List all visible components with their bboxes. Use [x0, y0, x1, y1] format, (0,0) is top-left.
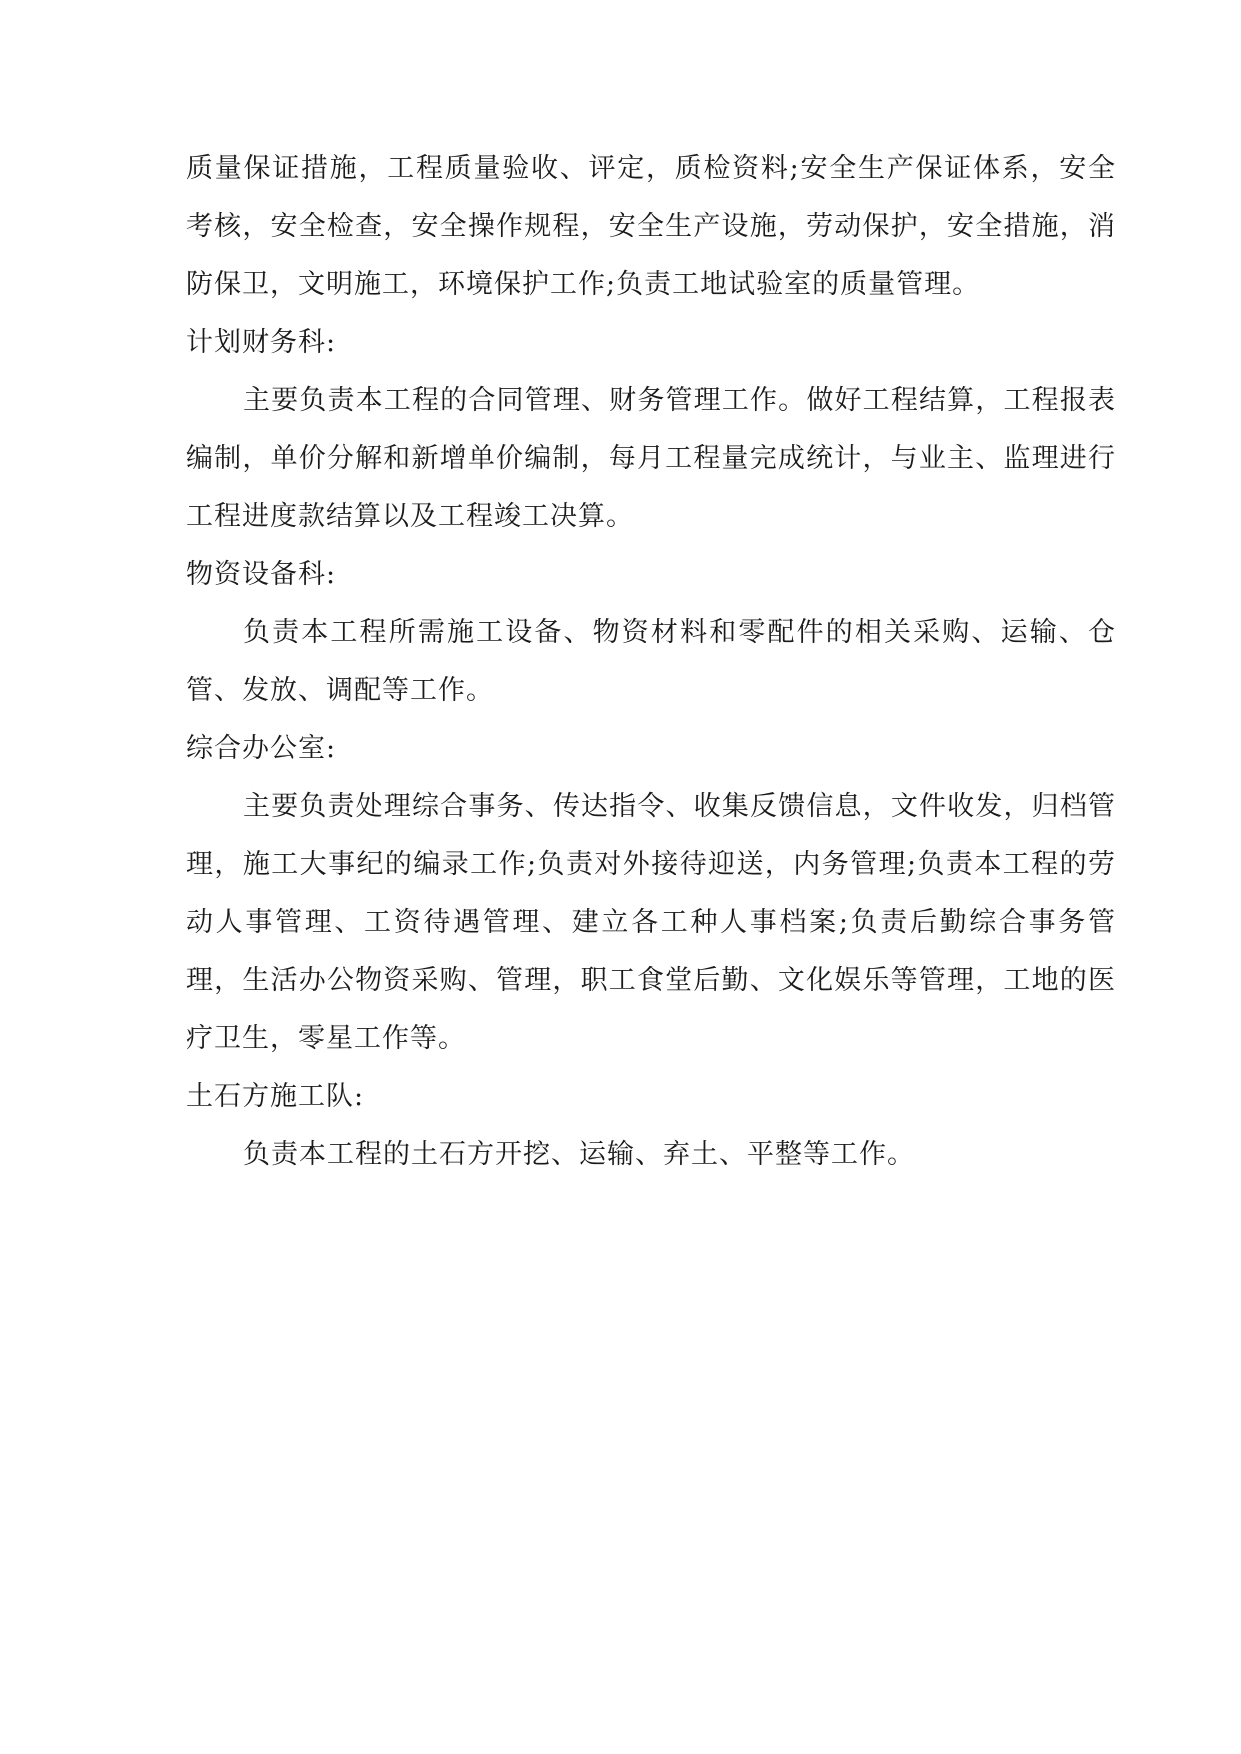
section-heading-earthwork: 土石方施工队: [186, 1081, 365, 1112]
section-heading-finance: 计划财务科: [186, 327, 337, 358]
section-body-materials: 负责本工程所需施工设备、物资材料和零配件的相关采购、运输、仓管、发放、调配等工作。 [186, 617, 1116, 706]
section-body-earthwork: 负责本工程的土石方开挖、运输、弃土、平整等工作。 [243, 1139, 915, 1170]
section-heading-office: 综合办公室: [186, 733, 337, 764]
section-body-finance: 主要负责本工程的合同管理、财务管理工作。做好工程结算，工程报表编制，单价分解和新增单价编制，每月工程量完成统计，与业主、监理进行工程进度款结算以及工程竣工决算。 [186, 385, 1116, 532]
section-body-office: 主要负责处理综合事务、传达指令、收集反馈信息，文件收发，归档管理，施工大事纪的编录工作;负责对外接待迎送，内务管理;负责本工程的劳动人事管理、工资待遇管理、建立各工种人事档案;负责后勤综合事务管理，生活办公物资采购、管理，职工食堂后勤、文化娱乐等管理，工地的医疗卫生，零星工作等。 [186, 791, 1116, 1054]
document-body [186, 140, 1116, 1184]
intro-paragraph: 质量保证措施，工程质量验收、评定，质检资料;安全生产保证体系，安全考核，安全检查，安全操作规程，安全生产设施，劳动保护，安全措施，消防保卫，文明施工，环境保护工作;负责工地试验室的质量管理。 [186, 153, 1116, 300]
section-heading-materials: 物资设备科: [186, 559, 337, 590]
